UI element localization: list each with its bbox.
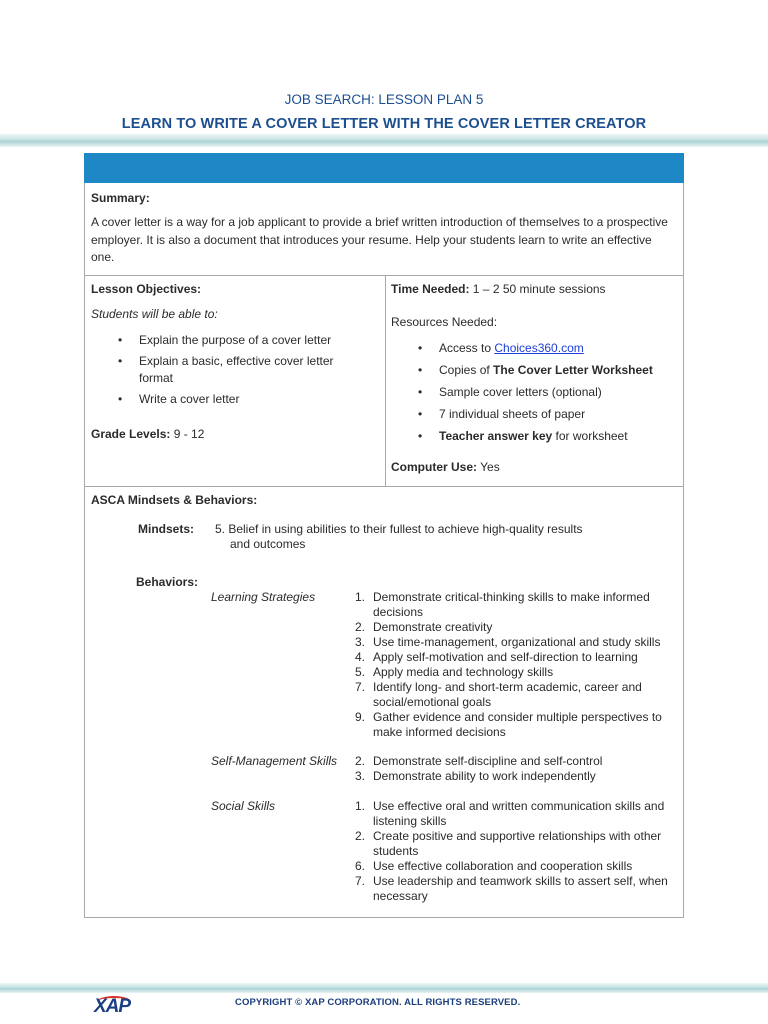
logo-wordmark: XAP — [94, 996, 131, 1017]
behavior-num: 7. — [355, 874, 366, 888]
objective-item: • Explain a basic, effective cover letter format — [91, 353, 366, 387]
behavior-text: Use effective oral and written communication skills and listening skills — [373, 799, 665, 828]
behavior-text: Use time-management, organizational and study skills — [373, 635, 661, 649]
resource-item: • 7 individual sheets of paper — [391, 406, 681, 423]
behavior-item — [355, 754, 693, 769]
behavior-group-name: Learning Strategies — [211, 590, 316, 604]
time-needed-label: Time Needed: — [391, 282, 470, 296]
behavior-num: 2. — [355, 754, 366, 768]
column-divider — [385, 276, 386, 487]
summary-text: A cover letter is a way for a job applicant to provide a brief written introduction of themselves to a prospective employer. It is also a document that introduces your resume. Help your students learn to write an effective one. — [91, 215, 668, 264]
behavior-text: Use leadership and teamwork skills to assert self, when necessary — [373, 874, 668, 903]
copyright-notice: COPYRIGHT © XAP CORPORATION. ALL RIGHTS RESERVED. — [235, 997, 521, 1008]
resources-list — [391, 340, 681, 445]
behavior-text: Apply media and technology skills — [373, 665, 554, 679]
grade-levels — [91, 427, 204, 442]
grade-levels-value: 9 - 12 — [170, 427, 205, 441]
objectives-list — [91, 332, 366, 408]
resource-item-text: for worksheet — [552, 429, 628, 443]
behavior-num: 5. — [355, 665, 366, 679]
behavior-item — [355, 874, 693, 904]
behavior-group-name: Self-Management Skills — [211, 754, 338, 768]
resources-label: Resources Needed: — [391, 315, 498, 329]
behavior-text: Gather evidence and consider multiple perspectives to make informed decisions — [373, 710, 662, 739]
footer-divider-band — [0, 983, 768, 993]
behavior-item — [355, 680, 693, 710]
computer-use — [391, 460, 500, 475]
objective-item: • Explain the purpose of a cover letter — [91, 332, 366, 349]
mindsets-label: Mindsets: — [138, 522, 195, 536]
resource-item-text: Copies of — [439, 363, 494, 377]
summary-label: Summary: — [91, 191, 150, 205]
behavior-item — [355, 799, 693, 829]
behavior-item — [355, 859, 693, 874]
behavior-num: 7. — [355, 680, 366, 694]
behavior-num: 9. — [355, 710, 366, 724]
behavior-num: 4. — [355, 650, 366, 664]
behavior-item — [355, 665, 693, 680]
behavior-num: 6. — [355, 859, 366, 873]
behavior-item — [355, 620, 693, 635]
behavior-list — [355, 754, 693, 784]
behavior-text: Use effective collaboration and cooperation skills — [373, 859, 633, 873]
behavior-num: 2. — [355, 829, 366, 843]
time-needed-value: 1 – 2 50 minute sessions — [469, 282, 606, 296]
behavior-num: 1. — [355, 799, 366, 813]
behavior-item — [355, 769, 693, 784]
lesson-plan-subtitle: JOB SEARCH: LESSON PLAN 5 — [284, 92, 484, 107]
mindset-text-line1: 5. Belief in using abilities to their fullest to achieve high-quality results — [215, 522, 583, 536]
behavior-text: Demonstrate creativity — [373, 620, 493, 634]
objectives-label: Lesson Objectives: — [91, 282, 202, 296]
grade-levels-label: Grade Levels: — [91, 427, 171, 441]
behavior-item — [355, 829, 693, 859]
behavior-item — [355, 650, 693, 665]
behavior-text: Demonstrate ability to work independently — [373, 769, 596, 783]
behavior-item — [355, 710, 693, 740]
resource-item — [391, 340, 681, 357]
objectives-intro: Students will be able to: — [91, 307, 218, 321]
answer-key-label: Teacher answer key — [439, 429, 553, 443]
header-divider-band — [0, 134, 768, 147]
behavior-text: Create positive and supportive relationships with other students — [373, 829, 662, 858]
divider — [85, 275, 683, 276]
divider — [85, 486, 683, 487]
table-title-bar — [84, 153, 684, 183]
behavior-num: 1. — [355, 590, 366, 604]
resource-item: • Sample cover letters (optional) — [391, 384, 681, 401]
behavior-text: Apply self-motivation and self-direction to learning — [373, 650, 638, 664]
behaviors-label: Behaviors: — [136, 575, 199, 589]
mindset-text-line2: and outcomes — [230, 537, 306, 551]
resource-item — [391, 362, 681, 379]
computer-use-label: Computer Use: — [391, 460, 478, 474]
choices360-link[interactable]: Choices360.com — [494, 341, 584, 355]
asca-label: ASCA Mindsets & Behaviors: — [91, 493, 258, 507]
behavior-num: 3. — [355, 635, 366, 649]
behavior-text: Identify long- and short-term academic, career and social/emotional goals — [373, 680, 642, 709]
lesson-plan-title: LEARN TO WRITE A COVER LETTER WITH THE COVER LETTER CREATOR — [121, 116, 647, 132]
behavior-item — [355, 590, 693, 620]
behavior-num: 2. — [355, 620, 366, 634]
xap-logo — [94, 994, 140, 1016]
behavior-text: Demonstrate self-discipline and self-control — [373, 754, 603, 768]
behavior-group-name: Social Skills — [211, 799, 276, 813]
behavior-text: Demonstrate critical-thinking skills to make informed decisions — [373, 590, 650, 619]
behavior-list — [355, 590, 693, 740]
time-needed — [391, 282, 606, 297]
resource-item — [391, 428, 681, 445]
worksheet-name: The Cover Letter Worksheet — [493, 363, 653, 377]
behavior-list — [355, 799, 693, 904]
objective-item: • Write a cover letter — [91, 391, 366, 408]
lesson-plan-table — [84, 153, 684, 918]
computer-use-value: Yes — [477, 460, 500, 474]
resource-item-text: Access to — [439, 341, 495, 355]
behavior-item — [355, 635, 693, 650]
behavior-num: 3. — [355, 769, 366, 783]
